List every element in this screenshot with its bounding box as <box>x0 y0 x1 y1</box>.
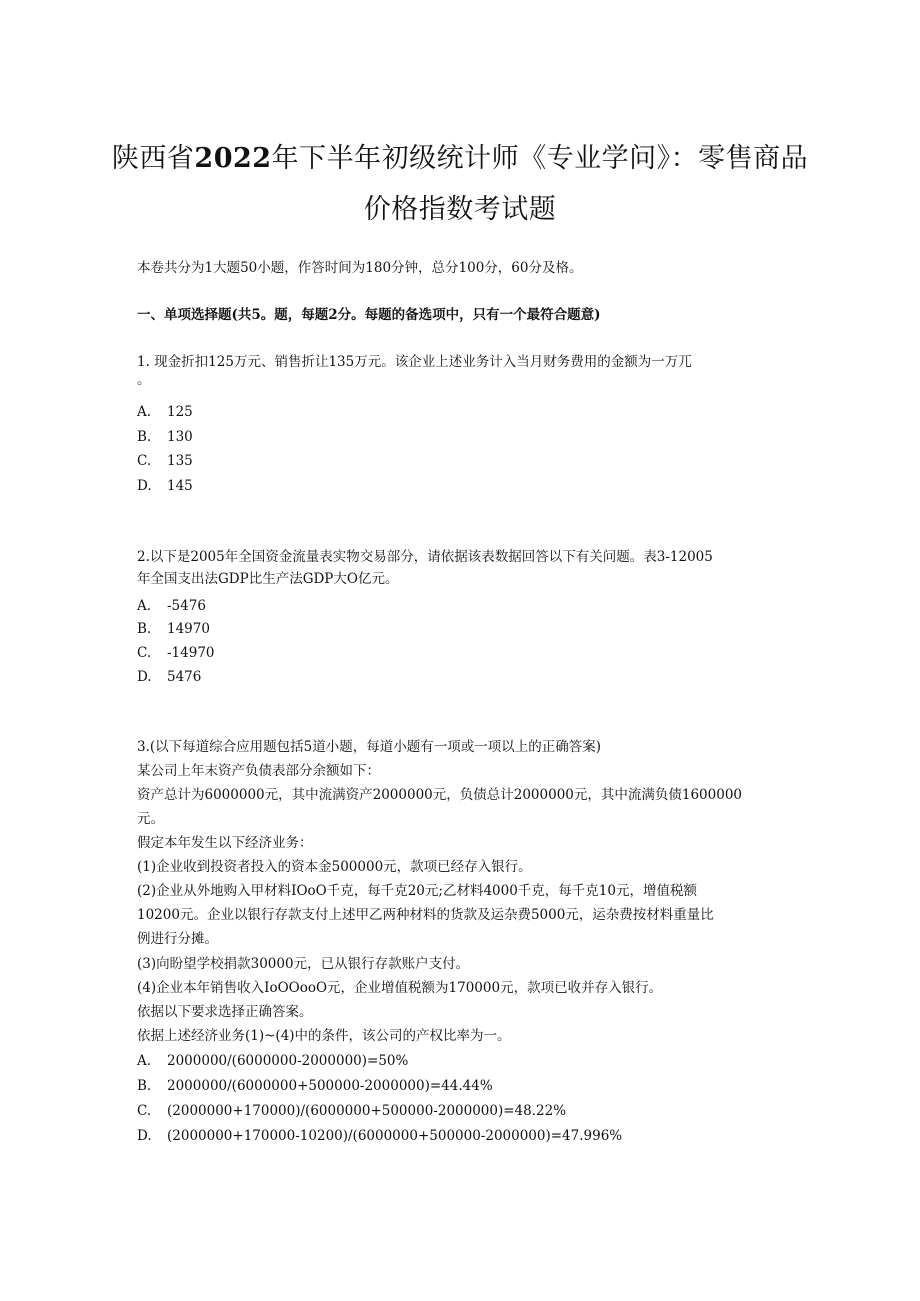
q3-line-7: (2)企业从外地购入甲材料IOoO千克，每千克20元;乙材料4000千克，每千克10元，增值税额 <box>137 883 697 899</box>
q2-option-b: B. 14970 <box>137 621 210 637</box>
title-suffix: 年下半年初级统计师《专业学问》：零售商品 <box>271 143 809 174</box>
section-heading: 一、单项选择题(共5。题，每题2分。每题的备选项中，只有一个最符合题意) <box>137 307 601 323</box>
title-year: 2022 <box>194 143 272 174</box>
q3-line-9: 例进行分摊。 <box>137 931 218 947</box>
q3-option-d: D. (2000000+170000-10200)/(6000000+500000-2000000)=47.996% <box>137 1128 623 1144</box>
q1-option-d: D. 145 <box>137 478 193 494</box>
q3-line-10: (3)向盼望学校捐款30000元，已从银行存款账户支付。 <box>137 956 470 972</box>
q3-line-5: 假定本年发生以下经济业务： <box>137 835 313 851</box>
q2-text-line2: 年全国支出法GDP比生产法GDP大O亿元。 <box>137 571 399 587</box>
q1-option-c: C. 135 <box>137 453 193 469</box>
q3-line-6: (1)企业收到投资者投入的资本金500000元，款项已经存入银行。 <box>137 859 532 875</box>
q2-option-c: C. -14970 <box>137 645 215 661</box>
q3-line-12: 依据以下要求选择正确答案。 <box>137 1004 313 1020</box>
q3-line-11: (4)企业本年销售收入IoOOooO元，企业增值税额为170000元，款项已收并存入银行。 <box>137 980 663 996</box>
q3-option-b: B. 2000000/(6000000+500000-2000000)=44.44% <box>137 1078 493 1094</box>
q1-option-a: A. 125 <box>137 404 193 420</box>
document-title-line1 <box>100 136 820 175</box>
q1-option-b: B. 130 <box>137 429 193 445</box>
q1-text-line2: 。 <box>137 372 151 388</box>
title-prefix: 陕西省 <box>111 143 195 174</box>
q3-line-3: 资产总计为6000000元，其中流满资产2000000元，负债总计2000000元，其中流满负债1600000 <box>137 787 742 803</box>
exam-intro: 本卷共分为1大题50小题，作答时间为180分钟，总分100分，60分及格。 <box>137 260 583 276</box>
q2-option-d: D. 5476 <box>137 669 202 685</box>
q3-option-c: C. (2000000+170000)/(6000000+500000-2000000)=48.22% <box>137 1103 567 1119</box>
q3-line-2: 某公司上年末资产负债表部分余额如下： <box>137 763 380 779</box>
q2-option-a: A. -5476 <box>137 598 206 614</box>
q2-text-line1: 2.以下是2005年全国资金流量表实物交易部分，请依据该表数据回答以下有关问题。表3-12005 <box>137 549 713 565</box>
document-title-line2: 价格指数考试题 <box>363 194 557 225</box>
q1-text-line1: 1. 现金折扣125万元、销售折让135万元。该企业上述业务计入当月财务费用的金额为一万兀 <box>137 354 692 370</box>
q3-line-13: 依据上述经济业务(1)~(4)中的条件，该公司的产权比率为一。 <box>137 1028 511 1044</box>
q3-line-8: 10200元。企业以银行存款支付上述甲乙两种材料的货款及运杂费5000元，运杂费按材料重量比 <box>137 907 714 923</box>
q3-line-1: 3.(以下每道综合应用题包括5道小题，每道小题有一项或一项以上的正确答案) <box>137 739 602 755</box>
q3-line-4: 元。 <box>137 811 164 827</box>
q3-option-a: A. 2000000/(6000000-2000000)=50% <box>137 1053 409 1069</box>
